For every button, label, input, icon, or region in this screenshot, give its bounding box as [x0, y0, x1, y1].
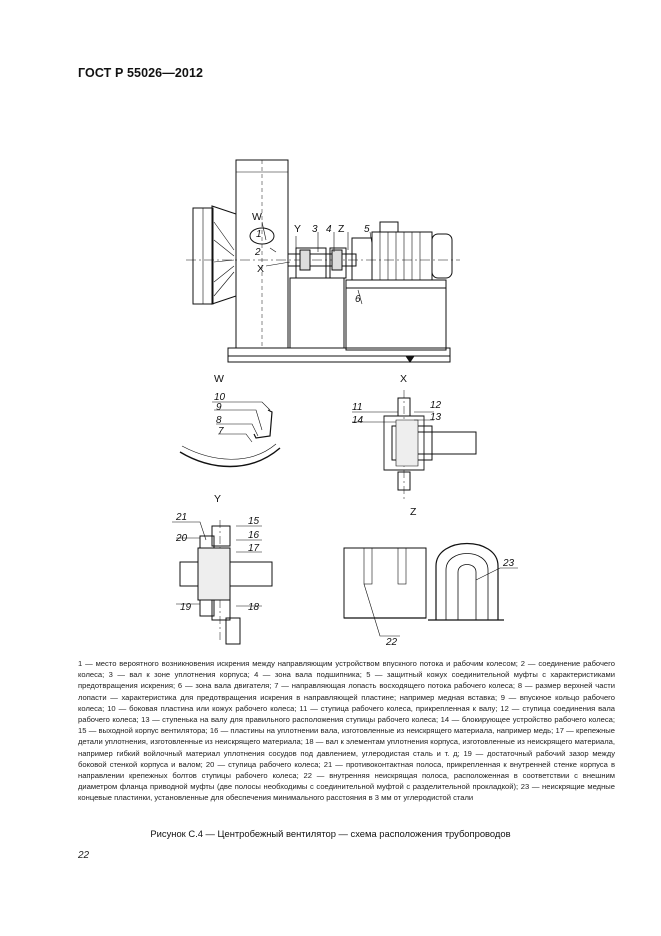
label-y-19: 19	[180, 602, 192, 613]
label-main-1: 1	[256, 229, 262, 240]
label-y-21: 21	[176, 512, 188, 523]
label-main-x: X	[257, 263, 265, 275]
figure-caption: Рисунок С.4 — Центробежный вентилятор — схема расположения трубопроводов	[150, 828, 511, 839]
label-x-13: 13	[430, 412, 442, 423]
label-y-15: 15	[248, 516, 260, 527]
label-y-20: 20	[176, 533, 188, 544]
label-y-18: 18	[248, 602, 260, 613]
label-x-12: 12	[430, 400, 442, 411]
label-main-6: 6	[355, 294, 361, 305]
view-x-title: X	[400, 373, 408, 385]
label-x-14: 14	[352, 415, 364, 426]
label-main-w: W	[252, 211, 262, 223]
label-w-10: 10	[214, 392, 226, 403]
label-main-5: 5	[364, 224, 370, 235]
page-number: 22	[78, 850, 90, 861]
view-y-title: Y	[214, 493, 222, 505]
label-main-4: 4	[326, 224, 332, 235]
label-main-2: 2	[255, 247, 261, 258]
label-w-8: 8	[216, 415, 222, 426]
label-main-3: 3	[312, 224, 318, 235]
label-y-16: 16	[248, 530, 260, 541]
label-main-y: Y	[294, 223, 302, 235]
label-z-23: 23	[503, 558, 515, 569]
view-w-title: W	[214, 373, 224, 385]
label-y-17: 17	[248, 543, 260, 554]
label-main-z: Z	[338, 223, 345, 235]
label-w-7: 7	[218, 426, 224, 437]
label-w-9: 9	[216, 402, 222, 413]
figure-legend: 1 — место вероятного возникновения искрения между направляющим устройством впускного потока и рабочим колесом; 2 — соединение рабочего колеса; 3 — вал к зоне уплотнения корпуса; 4 — зона вала подшипника; 5 — защитный кожух соединительной муфты с характеристиками предотвращения искрения; 6 — зона вала двигателя; 7 — направляющая лопасть восходящего потока рабочего колеса; 8 — размер верхней части лопасти — характеристика для предотвращения искрения в направляющей пластине; например медная вставка; 9 — впускное кольцо рабочего колеса; 10 — боковая пластина или кожух рабочего колеса; 11 — ступица рабочего колеса, прикрепленная к валу; 12 — ступица соединения вала рабочего колеса; 13 — ступенька на валу для правильного расположения ступицы рабочего колеса; 14 — блокирующее устройство рабочего колеса; 15 — выходной корпус вентилятора; 16 — пластины на уплотнении вала, изготовленные из неискрящего материала, например медь; 17 — крепежные детали уплотнения, изготовленные из неискрящего материала; 18 — вал к элементам уплотнения корпуса, изготовленные из неискрящего материала, например гибкий войлочный материал уплотнения сосудов под давлением, углеродистая сталь и т. д; 19 — достаточный рабочий зазор между боковой стенкой корпуса и валом; 20 — ступица рабочего колеса; 21 — противоконтактная полоса, прикрепленная к внутренней стенке корпуса в направлении крепежных болтов ступицы рабочего колеса; 22 — внутренняя неискрящая полоса, расположенная в соответствии с внешним диаметром фланца приводной муфты (две полосы необходимы с соединительной муфтой с разделительной прокладкой); 23 — неискрящие медные концевые пластинки, установленные для обеспечения минимального расстояния в 3 мм от углеродистой стали	[78, 659, 615, 803]
standard-reference: ГОСТ Р 55026—2012	[78, 66, 204, 80]
label-z-22: 22	[386, 637, 398, 648]
label-x-11: 11	[352, 402, 363, 413]
view-z-title: Z	[410, 506, 417, 518]
